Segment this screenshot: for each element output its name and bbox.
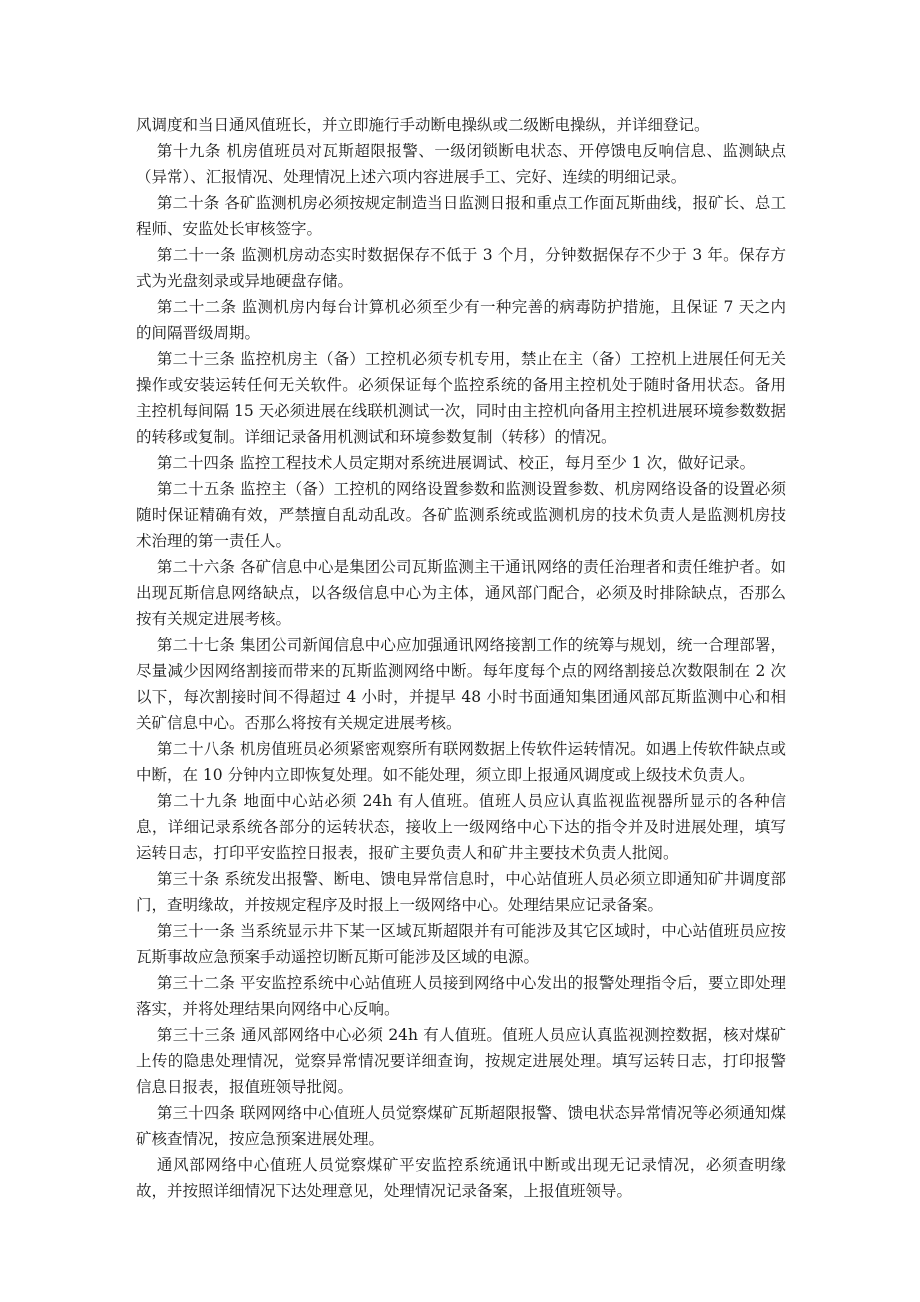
paragraph: 第二十条 各矿监测机房必须按规定制造当日监测日报和重点工作面瓦斯曲线，报矿长、总工程师、安监处长审核签字。 <box>136 194 786 238</box>
paragraph: 第十九条 机房值班员对瓦斯超限报警、一级闭锁断电状态、开停馈电反响信息、监测缺点（异常）、汇报情况、处理情况上述六项内容进展手工、完好、连续的明细记录。 <box>136 142 786 186</box>
paragraph: 第二十一条 监测机房动态实时数据保存不低于 3 个月，分钟数据保存不少于 3 年。保存方式为光盘刻录或异地硬盘存储。 <box>136 246 786 290</box>
document-body <box>136 112 786 1204</box>
paragraph: 第二十二条 监测机房内每台计算机必须至少有一种完善的病毒防护措施，且保证 7 天之内的间隔晋级周期。 <box>136 298 786 342</box>
paragraph: 第三十三条 通风部网络中心必须 24h 有人值班。值班人员应认真监视测控数据，核对煤矿上传的隐患处理情况，觉察异常情况要详细查询，按规定进展处理。填写运转日志，打印报警信息日报表，报值班领导批阅。 <box>136 1026 786 1096</box>
paragraph: 第二十四条 监控工程技术人员定期对系统进展调试、校正，每月至少 1 次，做好记录。 <box>156 454 756 472</box>
paragraph: 通风部网络中心值班人员觉察煤矿平安监控系统通讯中断或出现无记录情况，必须查明缘故，并按照详细情况下达处理意见，处理情况记录备案，上报值班领导。 <box>136 1156 786 1200</box>
paragraph: 第二十九条 地面中心站必须 24h 有人值班。值班人员应认真监视监视器所显示的各种信息，详细记录系统各部分的运转状态，接收上一级网络中心下达的指令并及时进展处理，填写运转日志，打印平安监控日报表，报矿主要负责人和矿井主要技术负责人批阅。 <box>136 792 786 862</box>
paragraph: 第三十一条 当系统显示井下某一区域瓦斯超限并有可能涉及其它区域时，中心站值班员应按瓦斯事故应急预案手动遥控切断瓦斯可能涉及区域的电源。 <box>136 922 786 966</box>
paragraph: 第三十四条 联网网络中心值班人员觉察煤矿瓦斯超限报警、馈电状态异常情况等必须通知煤矿核查情况，按应急预案进展处理。 <box>136 1104 786 1148</box>
paragraph: 风调度和当日通风值班长，并立即施行手动断电操纵或二级断电操纵，并详细登记。 <box>136 116 710 134</box>
paragraph: 第二十六条 各矿信息中心是集团公司瓦斯监测主干通讯网络的责任治理者和责任维护者。如出现瓦斯信息网络缺点，以各级信息中心为主体，通风部门配合，必须及时排除缺点，否那么按有关规定进展考核。 <box>136 558 786 628</box>
paragraph: 第二十五条 监控主（备）工控机的网络设置参数和监测设置参数、机房网络设备的设置必须随时保证精确有效，严禁擅自乱动乱改。各矿监测系统或监测机房的技术负责人是监测机房技术治理的第一责任人。 <box>136 480 786 550</box>
paragraph: 第二十八条 机房值班员必须紧密观察所有联网数据上传软件运转情况。如遇上传软件缺点或中断，在 10 分钟内立即恢复处理。如不能处理，须立即上报通风调度或上级技术负责人。 <box>136 740 786 784</box>
paragraph: 第三十二条 平安监控系统中心站值班人员接到网络中心发出的报警处理指令后，要立即处理落实，并将处理结果向网络中心反响。 <box>136 974 786 1018</box>
paragraph: 第二十七条 集团公司新闻信息中心应加强通讯网络接割工作的统筹与规划，统一合理部署，尽量减少因网络割接而带来的瓦斯监测网络中断。每年度每个点的网络割接总次数限制在 2 次以下，每次割接时间不得超过 4 小时，并提早 48 小时书面通知集团通风部瓦斯监测中心和相关矿信息中心。否那么将按有关规定进展考核。 <box>136 636 786 732</box>
paragraph: 第二十三条 监控机房主（备）工控机必须专机专用，禁止在主（备）工控机上进展任何无关操作或安装运转任何无关软件。必须保证每个监控系统的备用主控机处于随时备用状态。备用主控机每间隔 15 天必须进展在线联机测试一次，同时由主控机向备用主控机进展环境参数数据的转移或复制。详细记录备用机测试和环境参数复制（转移）的情况。 <box>136 350 786 446</box>
paragraph: 第三十条 系统发出报警、断电、馈电异常信息时，中心站值班人员必须立即通知矿井调度部门，查明缘故，并按规定程序及时报上一级网络中心。处理结果应记录备案。 <box>136 870 786 914</box>
